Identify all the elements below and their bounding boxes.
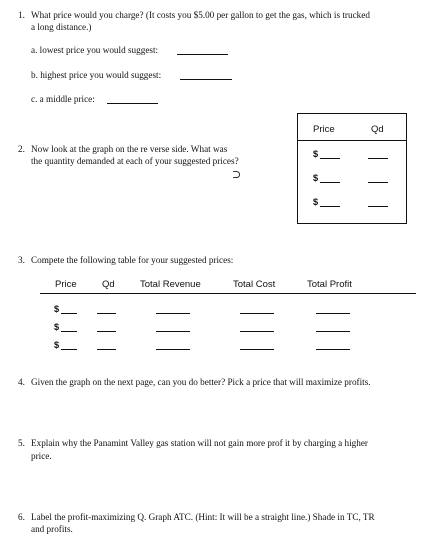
q2-number: 2. <box>18 144 25 154</box>
q1b-label: b. highest price you would suggest: <box>31 70 162 80</box>
table-row1-qd-blank[interactable] <box>97 304 116 314</box>
table-row1-cost-blank[interactable] <box>240 304 274 314</box>
q1-number: 1. <box>18 10 25 20</box>
box-row3-dollar: $ <box>313 197 319 207</box>
table-row3-dollar: $ <box>54 340 60 350</box>
table-row1-dollar: $ <box>54 304 60 314</box>
box-header-price: Price <box>313 124 335 135</box>
box-row1-price-blank[interactable] <box>320 149 340 159</box>
q2-text-line2: the quantity demanded at each of your suggested prices? <box>31 156 239 166</box>
q1a-label: a. lowest price you would suggest: <box>31 45 159 55</box>
q1-text-line2: a long distance.) <box>31 22 92 32</box>
q4-text: Given the graph on the next page, can you do better? Pick a price that will maximize profits. <box>31 377 371 387</box>
table-header-total-cost: Total Cost <box>233 279 276 290</box>
table-header-qd: Qd <box>102 279 115 290</box>
table-row2-revenue-blank[interactable] <box>156 322 190 332</box>
table-row3-revenue-blank[interactable] <box>156 340 190 350</box>
table-row2-cost-blank[interactable] <box>240 322 274 332</box>
q5-number: 5. <box>18 438 25 448</box>
table-row1-revenue-blank[interactable] <box>156 304 190 314</box>
q6-number: 6. <box>18 512 25 522</box>
q1c-answer-blank[interactable] <box>107 94 158 104</box>
box-row1-qd-blank[interactable] <box>368 149 388 159</box>
table-header-total-revenue: Total Revenue <box>140 279 201 290</box>
q6-text-line2: and profits. <box>31 524 73 534</box>
q4-number: 4. <box>18 377 25 387</box>
table-header-total-profit: Total Profit <box>307 279 352 290</box>
table-row3-qd-blank[interactable] <box>97 340 116 350</box>
q1b-answer-blank[interactable] <box>180 70 232 80</box>
q5-text-line1: Explain why the Panamint Valley gas station will not gain more prof it by charging a higher <box>31 438 368 448</box>
table-row3-price-blank[interactable] <box>61 340 77 350</box>
table-row2-profit-blank[interactable] <box>316 322 350 332</box>
table-row2-dollar: $ <box>54 322 60 332</box>
q3-text: Compete the following table for your suggested prices: <box>31 255 234 265</box>
q3-number: 3. <box>18 255 25 265</box>
q1a-answer-blank[interactable] <box>177 45 228 55</box>
q1c-label: c. a middle price: <box>31 94 95 104</box>
box-header-divider <box>297 140 407 141</box>
q2-text-line1: Now look at the graph on the re verse side. What was <box>31 144 228 154</box>
box-row1-dollar: $ <box>313 149 319 159</box>
box-row3-price-blank[interactable] <box>320 197 340 207</box>
table-header-divider <box>40 293 416 294</box>
box-row2-dollar: $ <box>313 173 319 183</box>
q6-text-line1: Label the profit-maximizing Q. Graph ATC. (Hint: It will be a straight line.) Shade in TC, TR <box>31 512 375 522</box>
q1-text-line1: What price would you charge? (It costs you $5.00 per gallon to get the gas, which is trucked <box>31 10 370 20</box>
table-row1-price-blank[interactable] <box>61 304 77 314</box>
box-header-qd: Qd <box>371 124 384 135</box>
table-header-price: Price <box>55 279 77 290</box>
table-row2-qd-blank[interactable] <box>97 322 116 332</box>
table-row3-cost-blank[interactable] <box>240 340 274 350</box>
box-row3-qd-blank[interactable] <box>368 197 388 207</box>
table-row1-profit-blank[interactable] <box>316 304 350 314</box>
table-row3-profit-blank[interactable] <box>316 340 350 350</box>
curved-arrow-mark: ⊃ <box>232 169 242 181</box>
box-row2-qd-blank[interactable] <box>368 173 388 183</box>
box-row2-price-blank[interactable] <box>320 173 340 183</box>
q5-text-line2: price. <box>31 451 52 461</box>
table-row2-price-blank[interactable] <box>61 322 77 332</box>
